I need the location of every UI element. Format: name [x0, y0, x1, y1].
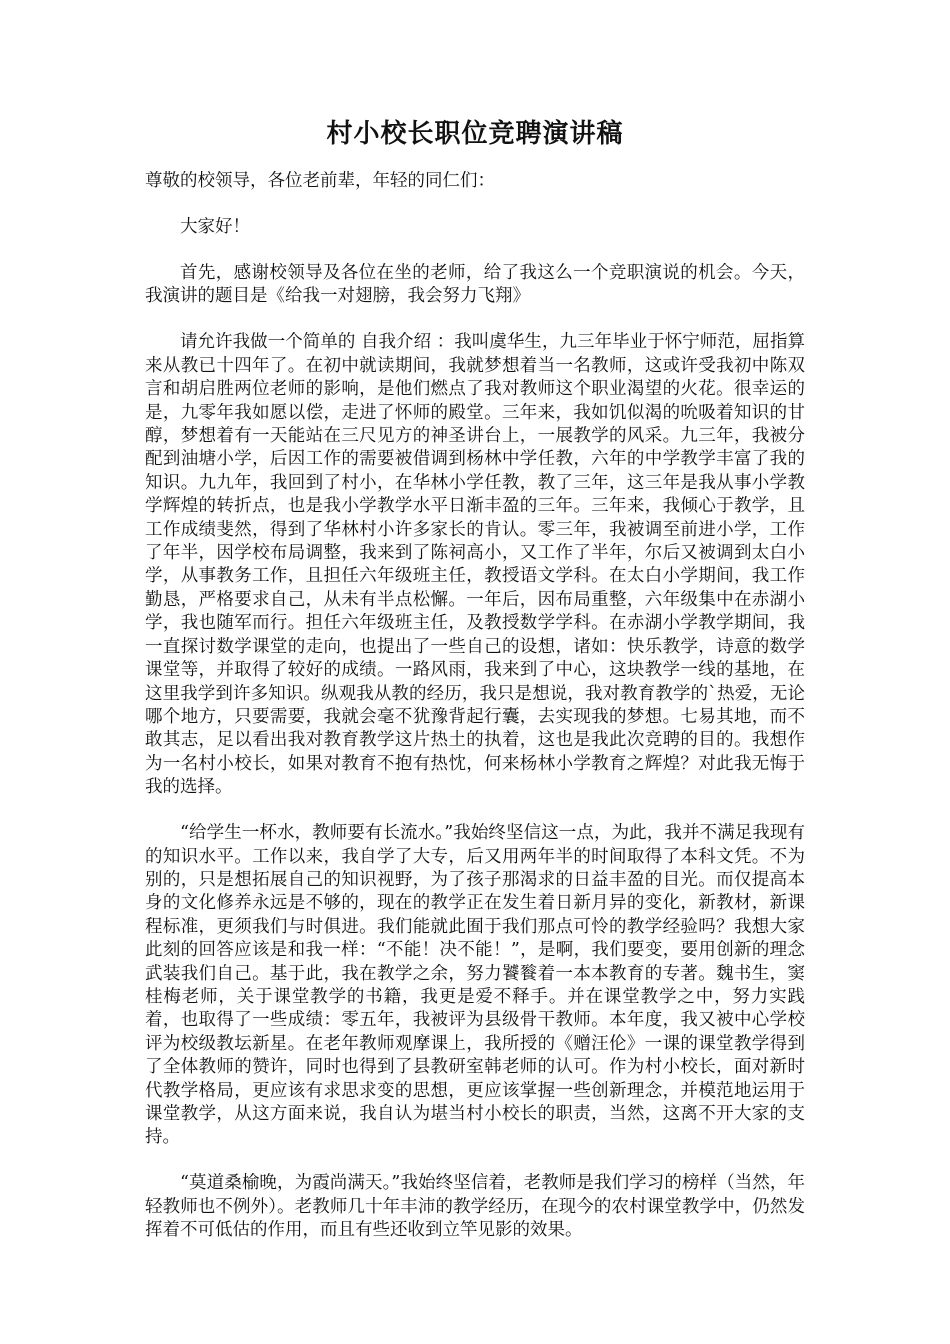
paragraph-continuous-learning: “给学生一杯水，教师要有长流水。”我始终坚信这一点，为此，我并不满足我现有的知识水平。工作以来，我自学了大专，后又用两年半的时间取得了本科文凭。不为别的，只是想拓展自己的知识视野，为了孩子那渴求的日益丰盈的目光。而仅提高本身的文化修养永远是不够的，现在的教学正在发生着日新月异的变化，新教材，新课程标准，更须我们与时俱进。我们能就此囿于我们那点可怜的教学经验吗？我想大家此刻的回答应该是和我一样：“不能！决不能！”，是啊，我们要变，要用创新的理念武装我们自己。基于此，我在教学之余，努力饕餮着一本本教育的专著。魏书生，窦桂梅老师，关于课堂教学的书籍，我更是爱不释手。并在课堂教学之中，努力实践着，也取得了一些成绩：零五年，我被评为县级骨干教师。本年度，我又被中心学校评为校级教坛新星。在老年教师观摩课上，我所授的《赠汪伦》一课的课堂教学得到了全体教师的赞许，同时也得到了县教研室韩老师的认可。作为村小校长，面对新时代教学格局，更应该有求思求变的思想，更应该掌握一些创新理念，并模范地运用于课堂教学，从这方面来说，我自认为堪当村小校长的职责，当然，这离不开大家的支持。: [145, 823, 805, 1148]
paragraph-opening: 首先，感谢校领导及各位在坐的老师，给了我这么一个竞职演说的机会。今天，我演讲的题目是《给我一对翅膀，我会努力飞翔》: [145, 263, 805, 307]
paragraph-self-introduction: 请允许我做一个简单的 自我介绍 ：我叫虞华生，九三年毕业于怀宁师范，屈指算来从教已十四年了。在初中就读期间，我就梦想着当一名教师，这或许受我初中陈双言和胡启胜两位老师的影响，是他们燃点了我对教师这个职业渴望的火花。很幸运的是，九零年我如愿以偿，走进了怀师的殿堂。三年来，我如饥似渴的吮吸着知识的甘醇，梦想着有一天能站在三尺见方的神圣讲台上，一展教学的风采。九三年，我被分配到油塘小学，后因工作的需要被借调到杨林中学任教，六年的中学教学丰富了我的知识。九九年，我回到了村小，在华林小学任教，教了三年，这三年是我从事小学教学辉煌的转折点，也是我小学教学水平日渐丰盈的三年。三年来，我倾心于教学，且工作成绩斐然，得到了华林村小许多家长的肯认。零三年，我被调至前进小学，工作了年半，因学校布局调整，我来到了陈祠高小，又工作了半年，尔后又被调到太白小学，从事教务工作，且担任六年级班主任，教授语文学科。在太白小学期间，我工作勤恳，严格要求自己，从未有半点松懈。一年后，因布局重整，六年级集中在赤湖小学，我也随军而行。担任六年级班主任，及教授数学学科。在赤湖小学教学期间，我一直探讨数学课堂的走向，也提出了一些自己的设想，诸如：快乐教学，诗意的数学课堂等，并取得了较好的成绩。一路风雨，我来到了中心，这块教学一线的基地，在这里我学到许多知识。纵观我从教的经历，我只是想说，我对教育教学的`热爱，无论哪个地方，只要需要，我就会毫不犹豫背起行囊，去实现我的梦想。七易其地，而不敢其志，足以看出我对教育教学这片热土的执着，这也是我此次竞聘的目的。我想作为一名村小校长，如果对教育不抱有热忱，何来杨林小学教育之辉煌？对此我无悔于我的选择。: [145, 332, 805, 798]
paragraph-greeting: 大家好！: [180, 217, 250, 237]
document-title: 村小校长职位竞聘演讲稿: [326, 119, 624, 149]
salutation: 尊敬的校领导，各位老前辈，年轻的同仁们：: [145, 171, 495, 191]
document-body: [145, 170, 805, 1265]
paragraph-senior-teachers: “莫道桑榆晚，为霞尚满天。”我始终坚信着，老教师是我们学习的榜样（当然，年轻教师也不例外）。老教师几十年丰沛的教学经历，在现今的农村课堂教学中，仍然发挥着不可低估的作用，而且有些还收到立竿见影的效果。: [145, 1173, 805, 1241]
